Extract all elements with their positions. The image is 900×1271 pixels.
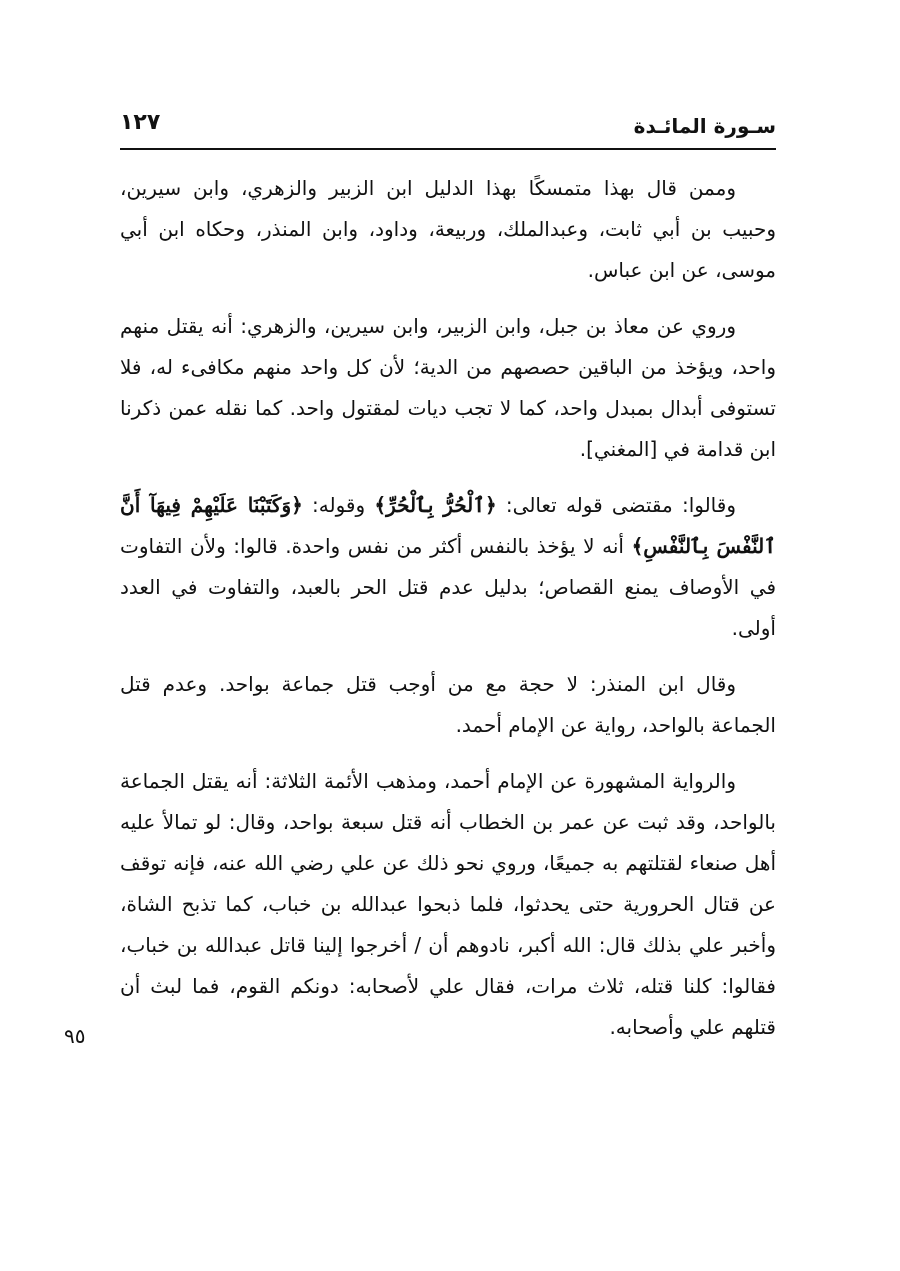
margin-reference-number: ٩٥ [64,1024,86,1048]
paragraph-4: وقال ابن المنذر: لا حجة مع من أوجب قتل جماعة بواحد. وعدم قتل الجماعة بالواحد، رواية عن الإمام أحمد. [120,672,776,737]
running-header [120,108,776,150]
paragraph-1: وممن قال بهذا متمسكًا بهذا الدليل ابن الزبير والزهري، وابن سيرين، وحبيب بن أبي ثابت، وعبدالملك، وربيعة، وداود، وابن المنذر، وحكاه ابن أبي موسى، عن ابن عباس. [120,176,776,282]
paragraph-3-text-3: أنه لا يؤخذ بالنفس أكثر من نفس واحدة. قالوا: ولأن التفاوت في الأوصاف يمنع القصاص؛ بدليل عدم قتل الحر بالعبد، والتفاوت في العدد أولى. [120,534,776,640]
paragraph-3-text-1: وقالوا: مقتضى قوله تعالى: [496,493,736,517]
paragraph-2: وروي عن معاذ بن جبل، وابن الزبير، وابن سيرين، والزهري: أنه يقتل منهم واحد، ويؤخذ من الباقين حصصهم من الدية؛ لأن كل واحد منهم مكافىء له، فلا تستوفى أبدال بمبدل واحد، كما لا تجب ديات لمقتول واحد. كما نقله عمن ذكرنا ابن قدامة في [المغني]. [120,314,776,461]
surah-title: سـورة المائـدة [633,114,776,138]
page-number: ١٢٧ [120,110,161,135]
quran-verse-2: ﴿وَكَتَبْنَا عَلَيْهِمْ فِيهَآ أَنَّ ٱلنَّفْسَ بِٱلنَّفْسِ﴾ [120,493,776,558]
body-text [120,168,776,1063]
quran-verse-1: ﴿ٱلْحُرُّ بِٱلْحُرِّ﴾ [374,493,497,517]
paragraph-5: والرواية المشهورة عن الإمام أحمد، ومذهب الأئمة الثلاثة: أنه يقتل الجماعة بالواحد، وقد ثبت عن عمر بن الخطاب أنه قتل سبعة بواحد، وقال: لو تمالأ عليه أهل صنعاء لقتلتهم به جميعًا، وروي نحو ذلك عن علي رضي الله عنه، فإنه توقف عن قتال الحرورية حتى يحدثوا، فلما ذبحوا عبدالله بن خباب، كما تذبح الشاة، وأخبر علي بذلك قال: الله أكبر، نادوهم أن / أخرجوا إلينا قاتل عبدالله بن خباب، فقالوا: كلنا قتله، ثلاث مرات، فقال علي لأصحابه: دونكم القوم، فما لبث أن قتلهم علي وأصحابه. [120,769,776,1039]
paragraph-3 [120,485,776,649]
paragraph-3-text-2: وقوله: [302,493,375,517]
